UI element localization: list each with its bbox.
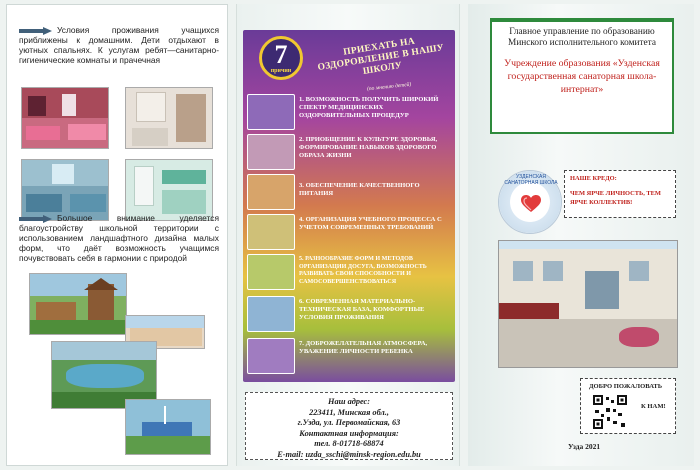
reason-item: 6. СОВРЕМЕННАЯ МАТЕРИАЛЬНО-ТЕХНИЧЕСКАЯ БАЗА, КОМФОРТНЫЕ УСЛОВИЯ ПРОЖИВАНИЯ bbox=[247, 296, 451, 332]
seven-badge: 7 причин bbox=[259, 36, 303, 80]
reason-photo bbox=[247, 296, 295, 332]
school-logo: УЗДЕНСКАЯ САНАТОРНАЯ ШКОЛА bbox=[498, 170, 562, 234]
living-conditions-text: Условия проживания учащихся приближены к домашним. Дети отдыхают в уютных спальнях. К услугам ребят—санитарно-гигиенические комнаты и прачечная bbox=[19, 25, 219, 65]
school-title: Учреждение образования «Узденская государственная санаторная школа-интернат» bbox=[504, 58, 660, 95]
reason-item: 3. ОБЕСПЕЧЕНИЕ КАЧЕСТВЕННОГО ПИТАНИЯ bbox=[247, 174, 451, 210]
email-link[interactable]: E-mail: uzda_sschi@minsk-region.edu.bu bbox=[277, 449, 421, 459]
bedroom-blue-photo bbox=[21, 159, 109, 221]
poster-heading: ПРИЕХАТЬ НА ОЗДОРОВЛЕНИЕ В НАШУ ШКОЛУ bbox=[317, 36, 445, 77]
poster-note: (по мнению детей) bbox=[366, 81, 412, 93]
arrow-icon bbox=[19, 215, 53, 223]
ministry-title: Главное управление по образованию Минского исполнительного комитета bbox=[508, 27, 656, 48]
seven-reasons-poster bbox=[243, 30, 455, 382]
year-label: Узда 2021 bbox=[568, 442, 601, 451]
garden-house-photo bbox=[29, 273, 127, 335]
reason-photo bbox=[247, 254, 295, 290]
creed-box: НАШЕ КРЕДО: ЧЕМ ЯРЧЕ ЛИЧНОСТЬ, ТЕМ ЯРЧЕ КОЛЛЕКТИВ! bbox=[564, 170, 676, 218]
school-building-photo bbox=[498, 240, 678, 368]
bedroom-photo bbox=[21, 87, 109, 149]
welcome-box: ДОБРО ПОЖАЛОВАТЬ К НАМ! bbox=[580, 378, 676, 434]
right-panel bbox=[468, 4, 694, 466]
left-panel bbox=[6, 4, 228, 466]
qr-code[interactable] bbox=[593, 395, 627, 429]
landscape-text: Большое внимание уделяется благоустройству школьной территории с использованием ландшафтного дизайна малых форм, что даёт возможность учащимся почувствовать себя в гармонии с природой bbox=[19, 213, 219, 263]
reason-photo bbox=[247, 134, 295, 170]
middle-panel bbox=[236, 4, 460, 466]
reason-photo bbox=[247, 214, 295, 250]
arrow-icon bbox=[19, 27, 53, 35]
reason-item: 7. ДОБРОЖЕЛАТЕЛЬНАЯ АТМОСФЕРА, УВАЖЕНИЕ ЛИЧНОСТИ РЕБЕНКА bbox=[247, 338, 451, 374]
reason-item: 4. ОРГАНИЗАЦИЯ УЧЕБНОГО ПРОЦЕССА С УЧЕТОМ СОВРЕМЕННЫХ ТРЕБОВАНИЙ bbox=[247, 214, 451, 250]
reason-item: 2. ПРИОБЩЕНИЕ К КУЛЬТУРЕ ЗДОРОВЬЯ, ФОРМИРОВАНИЕ НАВЫКОВ ЗДОРОВОГО ОБРАЗА ЖИЗНИ bbox=[247, 134, 451, 170]
reason-photo bbox=[247, 94, 295, 130]
heart-icon bbox=[521, 195, 541, 213]
title-block bbox=[490, 18, 674, 134]
reason-photo bbox=[247, 174, 295, 210]
reason-photo bbox=[247, 338, 295, 374]
address-box: Наш адрес: 223411, Минская обл., г.Узда, ул. Первомайская, 63 Контактная информация: тел. 8-01718-68874 E-mail: uzda_sschi@minsk-region.edu.bu bbox=[245, 392, 453, 460]
ship-playground-photo bbox=[125, 399, 211, 455]
laundry-photo bbox=[125, 159, 213, 221]
washroom-photo bbox=[125, 87, 213, 149]
reason-item: 1. ВОЗМОЖНОСТЬ ПОЛУЧИТЬ ШИРОКИЙ СПЕКТР МЕДИЦИНСКИХ ОЗДОРОВИТЕЛЬНЫХ ПРОЦЕДУР bbox=[247, 94, 451, 130]
reason-item: 5. РАЗНООБРАЗИЕ ФОРМ И МЕТОДОВ ОРГАНИЗАЦИИ ДОСУГА, ВОЗМОЖНОСТЬ РАЗВИВАТЬ СВОИ СПОСОБНОСТИ И САМОСОВЕРШЕНСТВОВАТЬСЯ bbox=[247, 254, 451, 290]
